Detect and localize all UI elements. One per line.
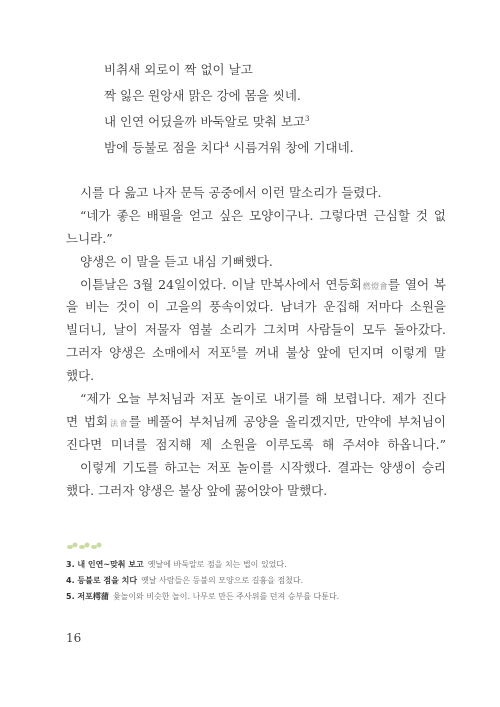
body-text xyxy=(66,182,446,502)
footnote-ref: 4 xyxy=(224,140,230,149)
hanja-annotation: 法會 xyxy=(108,418,129,428)
text-line: 면 법회法會를 베풀어 부처님께 공양을 올리겠지만, 만약에 부처님이 xyxy=(66,413,446,429)
text-line: 했다. xyxy=(66,368,95,384)
text-line: 그러자 양생은 소매에서 저포$^5$를 꺼내 불상 앞에 던지며 이렇게 말 xyxy=(66,345,446,361)
poem-line: 내 인연 어딨을까 바둑알로 맞춰 보고$^3$ xyxy=(104,114,310,129)
text-line: 느니라.” xyxy=(66,230,113,246)
footnote-divider-icon xyxy=(66,541,106,551)
text-line: 을 비는 것이 이 고을의 풍속이었다. 남녀가 운집해 저마다 소원을 xyxy=(66,299,446,315)
footnote-ref: 5 xyxy=(231,346,236,355)
text-line: 이튿날은 3월 24일이었다. 이날 만복사에서 연등회燃燈會를 열어 복 xyxy=(80,276,447,292)
text-line: “네가 좋은 배필을 얻고 싶은 모양이구나. 그렇다면 근심할 것 없 xyxy=(80,207,446,223)
text-line: 진다면 미녀를 점지해 제 소원을 이루도록 해 주셔야 하옵니다.” xyxy=(66,436,446,452)
text-line: “제가 오늘 부처님과 저포 놀이로 내기를 해 보렵니다. 제가 진다 xyxy=(80,391,446,407)
text-line: 이렇게 기도를 하고는 저포 놀이를 시작했다. 결과는 양생이 승리 xyxy=(80,459,446,475)
poem xyxy=(104,64,354,168)
text-line: 양생은 이 말을 듣고 내심 기뻐했다. xyxy=(80,253,273,269)
footnote-item xyxy=(66,573,339,589)
footnote-term: 3. 내 인연~맞춰 보고 xyxy=(66,560,144,569)
footnotes xyxy=(66,557,339,605)
poem-line: 짝 잃은 원앙새 맑은 강에 몸을 씻네. xyxy=(104,88,301,103)
footnote-definition: 옛날 사람들은 등불의 모양으로 길흉을 점쳤다. xyxy=(141,576,304,585)
text-line: 빌더니, 날이 저물자 염불 소리가 그치며 사람들이 모두 돌아갔다. xyxy=(66,322,446,338)
page-number: 16 xyxy=(66,631,82,645)
footnote-item xyxy=(66,557,339,573)
hanja-annotation: 燃燈會 xyxy=(361,281,388,291)
poem-line: 밤에 등불로 점을 치다$^4$ 시름겨워 창에 기대네. xyxy=(104,140,354,155)
poem-line: 비취새 외로이 짝 없이 날고 xyxy=(104,62,253,77)
footnote-definition: 옛날에 바둑알로 점을 치는 법이 있었다. xyxy=(147,560,287,569)
footnote-definition: 윷놀이와 비슷한 놀이. 나무로 만든 주사위를 던져 승부를 다툰다. xyxy=(112,592,340,601)
text-line: 시를 다 읊고 나자 문득 공중에서 이런 말소리가 들렸다. xyxy=(80,185,382,200)
footnote-item xyxy=(66,589,339,605)
footnote-ref: 3 xyxy=(305,114,310,123)
footnote-term: 4. 등불로 점을 치다 xyxy=(66,576,138,585)
footnote-term: 5. 저포樗蒲 xyxy=(66,592,109,601)
text-line: 했다. 그러자 양생은 불상 앞에 꿇어앉아 말했다. xyxy=(66,482,328,498)
